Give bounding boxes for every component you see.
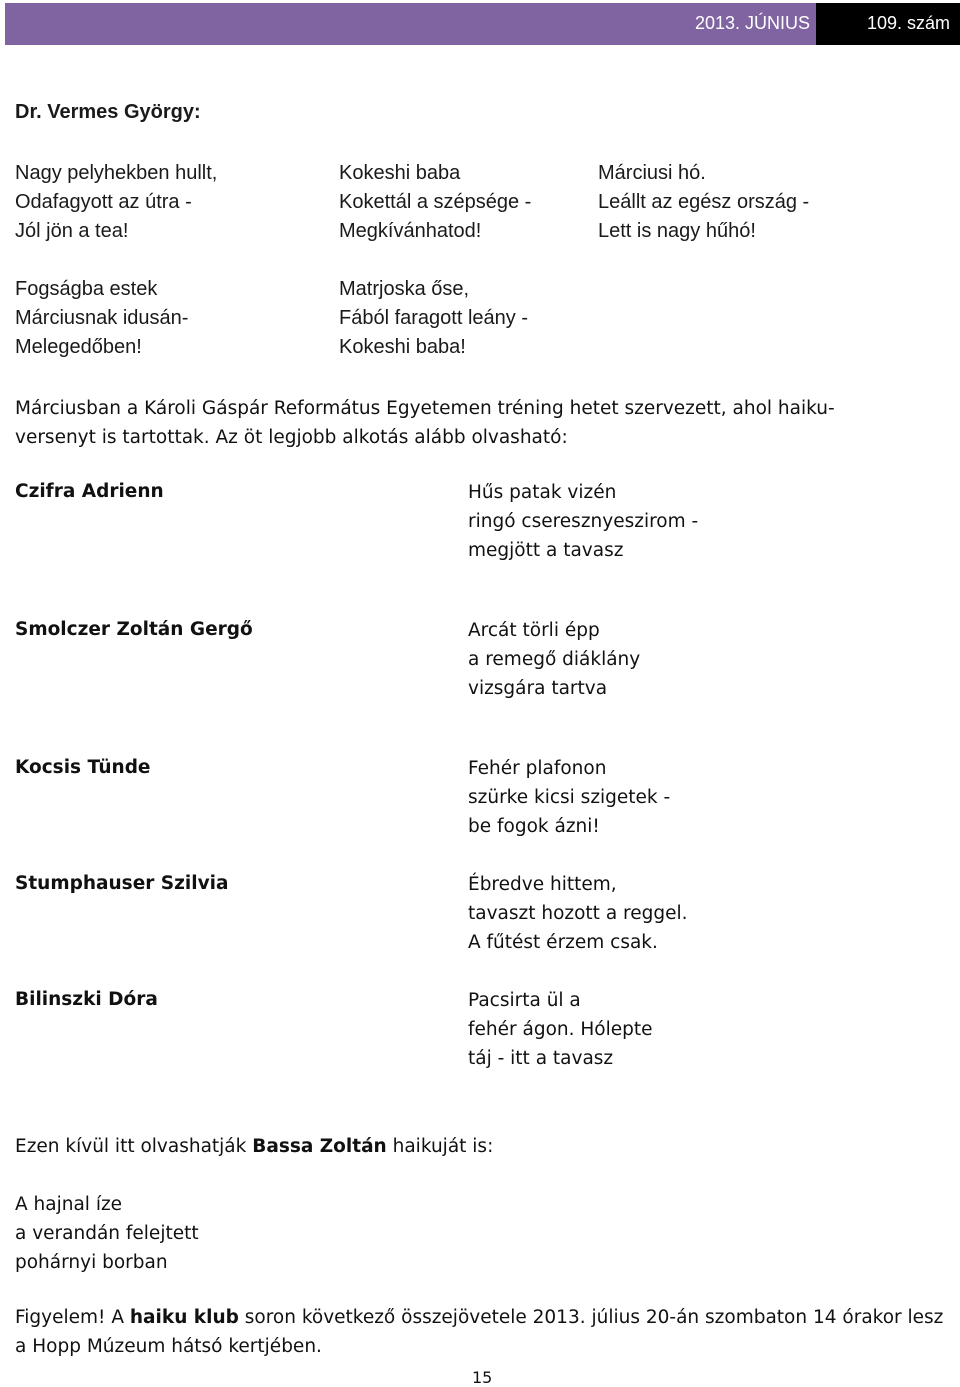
author-5: Bilinszki Dóra	[15, 989, 158, 1010]
extra-prefix: Ezen kívül itt olvashatják	[15, 1136, 253, 1157]
haiku-5: Pacsirta ül a fehér ágon. Hólepte táj - itt a tavasz	[468, 990, 653, 1069]
poem-3: Márciusi hó. Leállt az egész ország - Lett is nagy hűhó!	[598, 162, 810, 242]
page-title: Dr. Vermes György:	[15, 101, 201, 123]
notice-bold: haiku klub	[129, 1307, 239, 1328]
header-issue: 109. szám	[867, 13, 951, 33]
poem-5: Matrjoska őse, Fából faragott leány - Kokeshi baba!	[339, 278, 528, 358]
haiku-2: Arcát törli épp a remegő diáklány vizsgára tartva	[468, 620, 641, 699]
intro-paragraph: Márciusban a Károli Gáspár Református Egyetemen tréning hetet szervezett, ahol haiku-versenyt is tartottak. Az öt legjobb alkotás alább olvasható:	[15, 398, 835, 448]
header-date: 2013. JÚNIUS	[695, 13, 811, 33]
bassa-haiku: A hajnal íze a verandán felejtett pohárnyi borban	[15, 1194, 199, 1273]
extra-suffix: haikuját is:	[386, 1136, 494, 1157]
haiku-3: Fehér plafonon szürke kicsi szigetek - be fogok ázni!	[468, 758, 671, 837]
extra-name: Bassa Zoltán	[252, 1136, 387, 1157]
author-1: Czifra Adrienn	[15, 481, 164, 502]
haiku-1: Hűs patak vizén ringó cseresznyeszirom - megjött a tavasz	[468, 482, 699, 561]
haiku-4: Ébredve hittem, tavaszt hozott a reggel. A fűtést érzem csak.	[468, 874, 688, 953]
notice-prefix: Figyelem! A	[15, 1307, 130, 1328]
poem-2: Kokeshi baba Kokettál a szépsége - Megkívánhatod!	[339, 162, 532, 242]
extra-line	[15, 1132, 945, 1161]
page-number: 15	[472, 1368, 493, 1387]
author-4: Stumphauser Szilvia	[15, 873, 229, 894]
poem-4: Fogságba estek Márciusnak idusán- Melegedőben!	[15, 278, 189, 358]
notice-paragraph	[15, 1303, 945, 1361]
author-2: Smolczer Zoltán Gergő	[15, 619, 253, 640]
notice-suffix: soron következő összejövetele 2013. július 20-án szombaton 14 órakor lesz a Hopp Múzeum hátsó kertjében.	[15, 1307, 944, 1357]
author-3: Kocsis Tünde	[15, 757, 151, 778]
poem-1: Nagy pelyhekben hullt, Odafagyott az útra - Jól jön a tea!	[15, 162, 218, 242]
